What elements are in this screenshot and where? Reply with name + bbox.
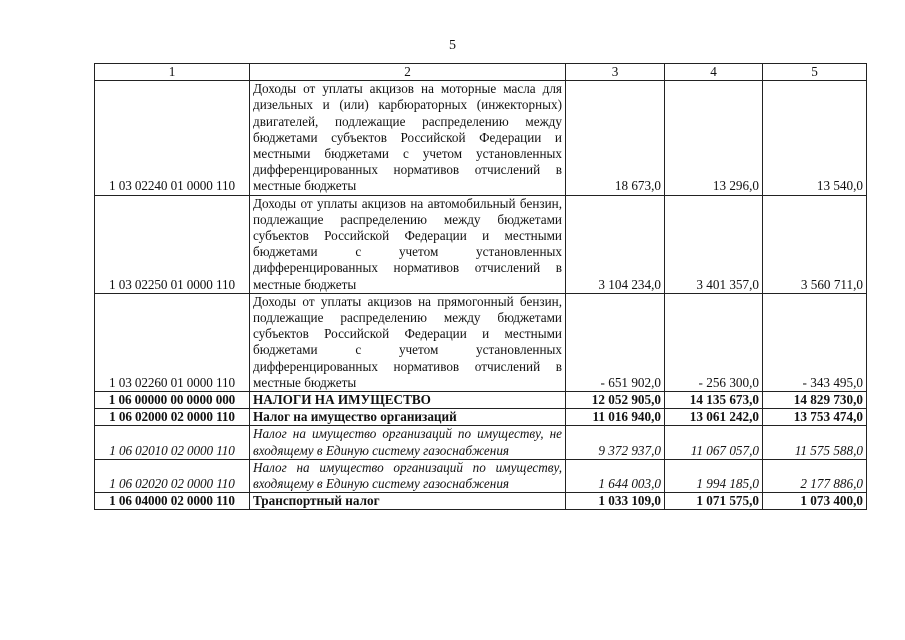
value-col-3: 18 673,0 <box>566 81 665 195</box>
value-col-4: 13 296,0 <box>665 81 763 195</box>
table-row <box>95 459 867 492</box>
value-col-5: 1 073 400,0 <box>763 493 867 510</box>
table-row-subtotal <box>95 493 867 510</box>
page-number: 5 <box>449 38 456 53</box>
budget-code: 1 03 02260 01 0000 110 <box>95 293 250 391</box>
column-header-2: 2 <box>250 64 566 81</box>
value-col-3: 3 104 234,0 <box>566 195 665 293</box>
table-row-subtotal <box>95 409 867 426</box>
budget-code: 1 06 02010 02 0000 110 <box>95 426 250 459</box>
revenue-name: НАЛОГИ НА ИМУЩЕСТВО <box>250 392 566 409</box>
table-row-total <box>95 392 867 409</box>
value-col-5: 11 575 588,0 <box>763 426 867 459</box>
table-header-row <box>95 64 867 81</box>
value-col-3: 9 372 937,0 <box>566 426 665 459</box>
revenue-name: Налог на имущество организаций по имуществу, входящему в Единую систему газоснабжения <box>250 459 566 492</box>
value-col-5: 2 177 886,0 <box>763 459 867 492</box>
value-col-3: - 651 902,0 <box>566 293 665 391</box>
value-col-3: 1 644 003,0 <box>566 459 665 492</box>
table-row <box>95 81 867 195</box>
table-row <box>95 195 867 293</box>
value-col-4: 13 061 242,0 <box>665 409 763 426</box>
table-row <box>95 426 867 459</box>
value-col-4: 3 401 357,0 <box>665 195 763 293</box>
table-row <box>95 293 867 391</box>
budget-code: 1 06 00000 00 0000 000 <box>95 392 250 409</box>
revenue-name: Доходы от уплаты акцизов на моторные масла для дизельных и (или) карбюраторных (инжекторных) двигателей, подлежащие распределению между бюджетами субъектов Российской Федерации и местными бюджетами с учетом установленных дифференцированных нормативов отчислений в местные бюджеты <box>250 81 566 195</box>
column-header-4: 4 <box>665 64 763 81</box>
value-col-5: 14 829 730,0 <box>763 392 867 409</box>
value-col-5: 3 560 711,0 <box>763 195 867 293</box>
value-col-4: 1 994 185,0 <box>665 459 763 492</box>
value-col-3: 11 016 940,0 <box>566 409 665 426</box>
value-col-5: - 343 495,0 <box>763 293 867 391</box>
value-col-3: 12 052 905,0 <box>566 392 665 409</box>
revenue-name: Доходы от уплаты акцизов на прямогонный бензин, подлежащие распределению между бюджетами субъектов Российской Федерации и местными бюджетами с учетом установленных дифференцированных нормативов отчислений в местные бюджеты <box>250 293 566 391</box>
column-header-1: 1 <box>95 64 250 81</box>
value-col-4: - 256 300,0 <box>665 293 763 391</box>
column-header-5: 5 <box>763 64 867 81</box>
budget-code: 1 03 02240 01 0000 110 <box>95 81 250 195</box>
revenue-table <box>94 63 867 510</box>
revenue-name: Доходы от уплаты акцизов на автомобильный бензин, подлежащие распределению между бюджетами субъектов Российской Федерации и местными бюджетами с учетом установленных дифференцированных нормативов отчислений в местные бюджеты <box>250 195 566 293</box>
budget-code: 1 03 02250 01 0000 110 <box>95 195 250 293</box>
revenue-name: Налог на имущество организаций <box>250 409 566 426</box>
value-col-4: 11 067 057,0 <box>665 426 763 459</box>
budget-code: 1 06 02020 02 0000 110 <box>95 459 250 492</box>
revenue-name: Налог на имущество организаций по имуществу, не входящему в Единую систему газоснабжения <box>250 426 566 459</box>
value-col-5: 13 540,0 <box>763 81 867 195</box>
value-col-5: 13 753 474,0 <box>763 409 867 426</box>
column-header-3: 3 <box>566 64 665 81</box>
budget-code: 1 06 02000 02 0000 110 <box>95 409 250 426</box>
revenue-name: Транспортный налог <box>250 493 566 510</box>
value-col-4: 1 071 575,0 <box>665 493 763 510</box>
budget-code: 1 06 04000 02 0000 110 <box>95 493 250 510</box>
value-col-4: 14 135 673,0 <box>665 392 763 409</box>
value-col-3: 1 033 109,0 <box>566 493 665 510</box>
